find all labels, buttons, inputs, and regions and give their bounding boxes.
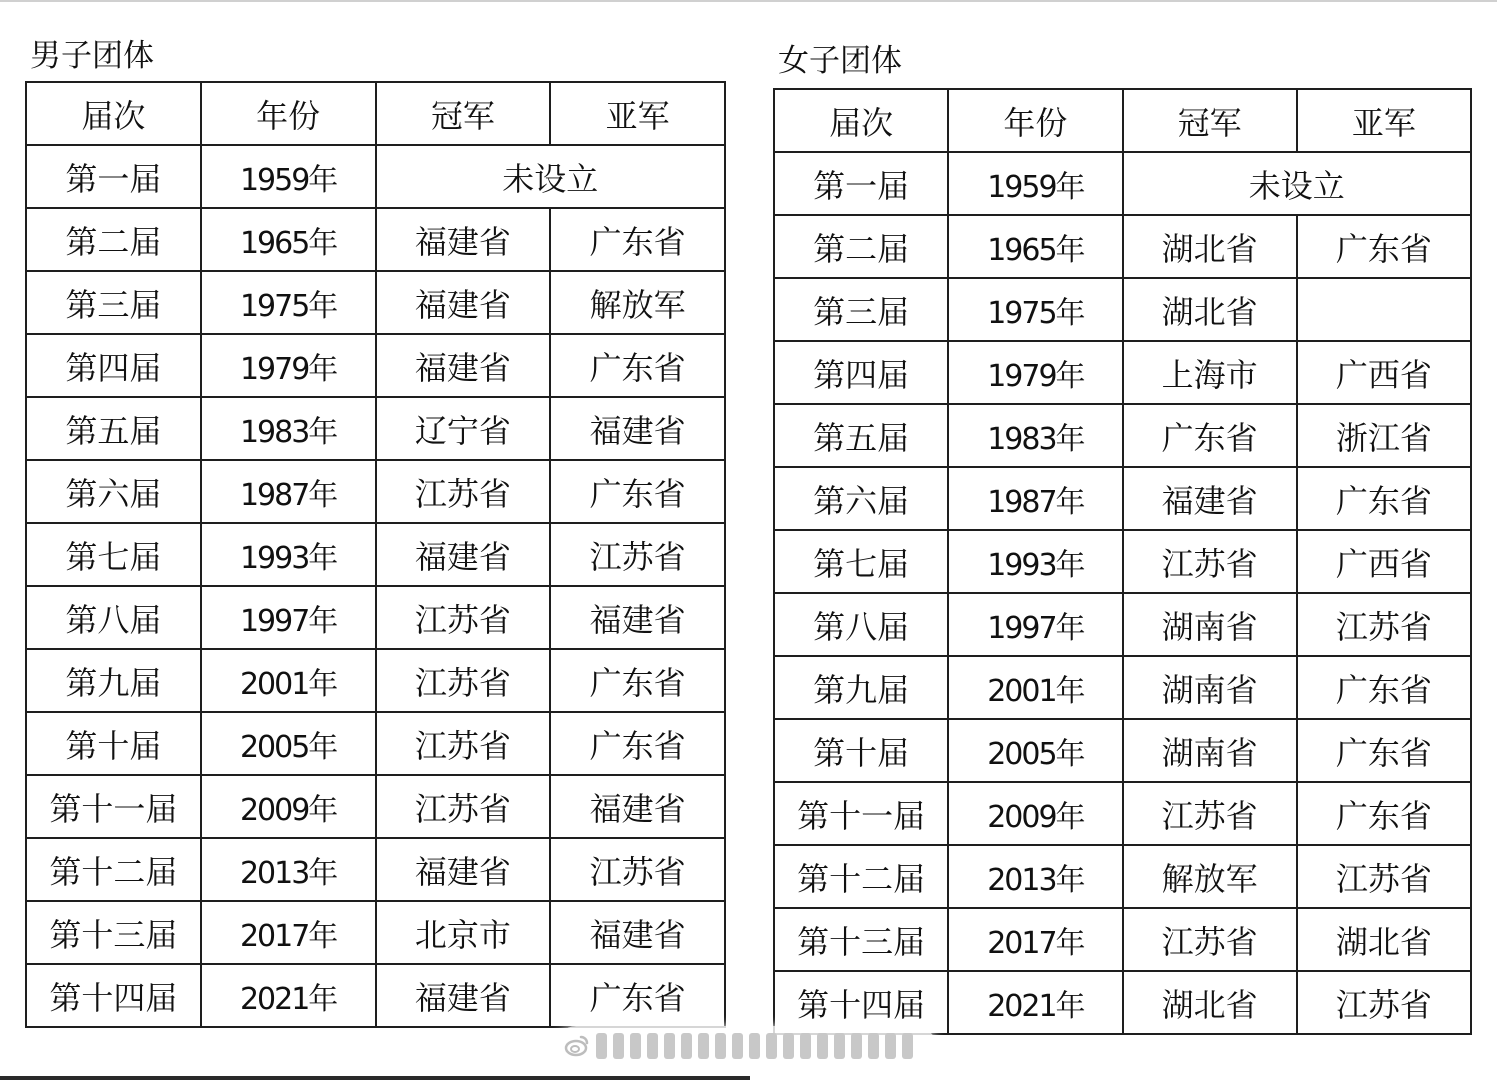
runner-up-cell: 湖北省 [1297,908,1471,971]
edition-cell: 第十二届 [774,845,948,908]
edition-cell: 第九届 [774,656,948,719]
edition-cell: 第五届 [774,404,948,467]
champion-cell: 江苏省 [376,586,551,649]
year-cell: 1983年 [201,397,376,460]
runner-up-cell: 广东省 [550,964,725,1027]
table-header-row [774,89,1471,152]
edition-cell: 第七届 [774,530,948,593]
table-row [774,719,1471,782]
runner-up-cell: 广东省 [550,208,725,271]
year-cell: 2005年 [201,712,376,775]
edition-cell: 第十四届 [774,971,948,1034]
year-cell: 1993年 [948,530,1122,593]
edition-cell: 第十一届 [774,782,948,845]
table-row [26,838,725,901]
table-row [26,397,725,460]
year-cell: 2017年 [948,908,1122,971]
edition-cell: 第四届 [774,341,948,404]
header-edition: 届次 [774,89,948,152]
runner-up-cell: 福建省 [550,586,725,649]
edition-cell: 第一届 [774,152,948,215]
year-cell: 2021年 [201,964,376,1027]
edition-cell: 第七届 [26,523,201,586]
year-cell: 2017年 [201,901,376,964]
runner-up-cell [1297,278,1471,341]
edition-cell: 第八届 [774,593,948,656]
champion-cell: 江苏省 [1123,908,1297,971]
table-row [774,530,1471,593]
runner-up-cell: 广西省 [1297,530,1471,593]
watermark-block [732,1033,743,1059]
year-cell: 2009年 [201,775,376,838]
runner-up-cell: 广东省 [550,712,725,775]
header-runner-up: 亚军 [1297,89,1471,152]
champion-cell: 湖北省 [1123,215,1297,278]
edition-cell: 第一届 [26,145,201,208]
watermark-block [800,1033,811,1059]
table-row [26,208,725,271]
header-champion: 冠军 [376,82,551,145]
year-cell: 2001年 [201,649,376,712]
table-row [774,782,1471,845]
champion-cell: 广东省 [1123,404,1297,467]
champion-cell: 福建省 [376,964,551,1027]
table-row [26,460,725,523]
edition-cell: 第十四届 [26,964,201,1027]
year-cell: 1975年 [201,271,376,334]
table-row [774,152,1471,215]
edition-cell: 第十届 [26,712,201,775]
header-runner-up: 亚军 [550,82,725,145]
watermark-block [868,1033,879,1059]
edition-cell: 第三届 [774,278,948,341]
table-row [26,145,725,208]
watermark-block [885,1033,896,1059]
champion-cell: 北京市 [376,901,551,964]
table-row [26,649,725,712]
bottom-divider [0,1076,750,1080]
table-row [774,215,1471,278]
year-cell: 2009年 [948,782,1122,845]
watermark-block [902,1033,913,1059]
year-cell: 1979年 [948,341,1122,404]
table-row [774,404,1471,467]
champion-cell: 江苏省 [376,649,551,712]
table-row [774,971,1471,1034]
runner-up-cell: 广东省 [1297,215,1471,278]
edition-cell: 第八届 [26,586,201,649]
champion-cell: 湖北省 [1123,971,1297,1034]
table-row [26,334,725,397]
watermark-block [681,1033,692,1059]
champion-cell: 江苏省 [376,712,551,775]
year-cell: 1993年 [201,523,376,586]
table-row [26,523,725,586]
runner-up-cell: 广东省 [1297,782,1471,845]
year-cell: 2001年 [948,656,1122,719]
watermark-block [834,1033,845,1059]
year-cell: 2013年 [948,845,1122,908]
edition-cell: 第三届 [26,271,201,334]
table-header-row [26,82,725,145]
runner-up-cell: 广东省 [1297,719,1471,782]
runner-up-cell: 广西省 [1297,341,1471,404]
women-team-title: 女子团体 [778,43,902,79]
edition-cell: 第九届 [26,649,201,712]
table-row [26,964,725,1027]
edition-cell: 第六届 [774,467,948,530]
champion-cell: 福建省 [376,523,551,586]
edition-cell: 第十二届 [26,838,201,901]
champion-cell: 湖南省 [1123,656,1297,719]
watermark-block [613,1033,624,1059]
edition-cell: 第六届 [26,460,201,523]
weibo-logo-icon [564,1033,590,1059]
watermark-block [698,1033,709,1059]
runner-up-cell: 江苏省 [1297,593,1471,656]
edition-cell: 第二届 [774,215,948,278]
champion-cell: 江苏省 [1123,530,1297,593]
champion-cell: 江苏省 [376,775,551,838]
watermark-block [817,1033,828,1059]
runner-up-cell: 福建省 [550,397,725,460]
watermark-block [664,1033,675,1059]
watermark-block [647,1033,658,1059]
table-row [774,341,1471,404]
runner-up-cell: 江苏省 [550,523,725,586]
header-champion: 冠军 [1123,89,1297,152]
year-cell: 1959年 [201,145,376,208]
table-row [26,775,725,838]
edition-cell: 第五届 [26,397,201,460]
table-row [774,467,1471,530]
runner-up-cell: 福建省 [550,901,725,964]
year-cell: 2005年 [948,719,1122,782]
runner-up-cell: 广东省 [1297,467,1471,530]
year-cell: 1983年 [948,404,1122,467]
champion-cell: 福建省 [376,334,551,397]
header-edition: 届次 [26,82,201,145]
champion-cell: 湖南省 [1123,719,1297,782]
edition-cell: 第十届 [774,719,948,782]
watermark-block [851,1033,862,1059]
header-year: 年份 [201,82,376,145]
year-cell: 1979年 [201,334,376,397]
table-row [774,845,1471,908]
champion-cell: 湖北省 [1123,278,1297,341]
runner-up-cell: 浙江省 [1297,404,1471,467]
men-team-table [25,81,726,1028]
champion-cell: 江苏省 [1123,782,1297,845]
edition-cell: 第十三届 [774,908,948,971]
runner-up-cell: 解放军 [550,271,725,334]
table-row [26,586,725,649]
runner-up-cell: 江苏省 [1297,971,1471,1034]
top-divider [0,0,1497,2]
women-team-table [773,88,1472,1035]
watermark-block [630,1033,641,1059]
year-cell: 1997年 [201,586,376,649]
champion-cell: 福建省 [1123,467,1297,530]
year-cell: 1987年 [948,467,1122,530]
table-row [774,278,1471,341]
champion-cell: 辽宁省 [376,397,551,460]
watermark-block [783,1033,794,1059]
edition-cell: 第十三届 [26,901,201,964]
runner-up-cell: 广东省 [1297,656,1471,719]
table-row [774,908,1471,971]
champion-cell: 福建省 [376,271,551,334]
runner-up-cell: 江苏省 [1297,845,1471,908]
table-row [774,656,1471,719]
header-year: 年份 [948,89,1122,152]
table-row [774,593,1471,656]
year-cell: 1997年 [948,593,1122,656]
champion-cell: 上海市 [1123,341,1297,404]
champion-cell: 湖南省 [1123,593,1297,656]
champion-cell: 解放军 [1123,845,1297,908]
table-row [26,271,725,334]
year-cell: 1959年 [948,152,1122,215]
edition-cell: 第十一届 [26,775,201,838]
not-established-cell: 未设立 [376,145,726,208]
men-team-title: 男子团体 [30,38,154,74]
runner-up-cell: 广东省 [550,334,725,397]
table-row [26,712,725,775]
table-row [26,901,725,964]
runner-up-cell: 广东省 [550,460,725,523]
year-cell: 1987年 [201,460,376,523]
edition-cell: 第四届 [26,334,201,397]
year-cell: 1965年 [948,215,1122,278]
watermark-block [766,1033,777,1059]
watermark-block [749,1033,760,1059]
year-cell: 1975年 [948,278,1122,341]
champion-cell: 福建省 [376,208,551,271]
edition-cell: 第二届 [26,208,201,271]
runner-up-cell: 福建省 [550,775,725,838]
year-cell: 2021年 [948,971,1122,1034]
watermark-block [715,1033,726,1059]
watermark-block [596,1033,607,1059]
champion-cell: 福建省 [376,838,551,901]
runner-up-cell: 广东省 [550,649,725,712]
year-cell: 1965年 [201,208,376,271]
champion-cell: 江苏省 [376,460,551,523]
runner-up-cell: 江苏省 [550,838,725,901]
year-cell: 2013年 [201,838,376,901]
weibo-watermark [556,1026,936,1066]
not-established-cell: 未设立 [1123,152,1472,215]
